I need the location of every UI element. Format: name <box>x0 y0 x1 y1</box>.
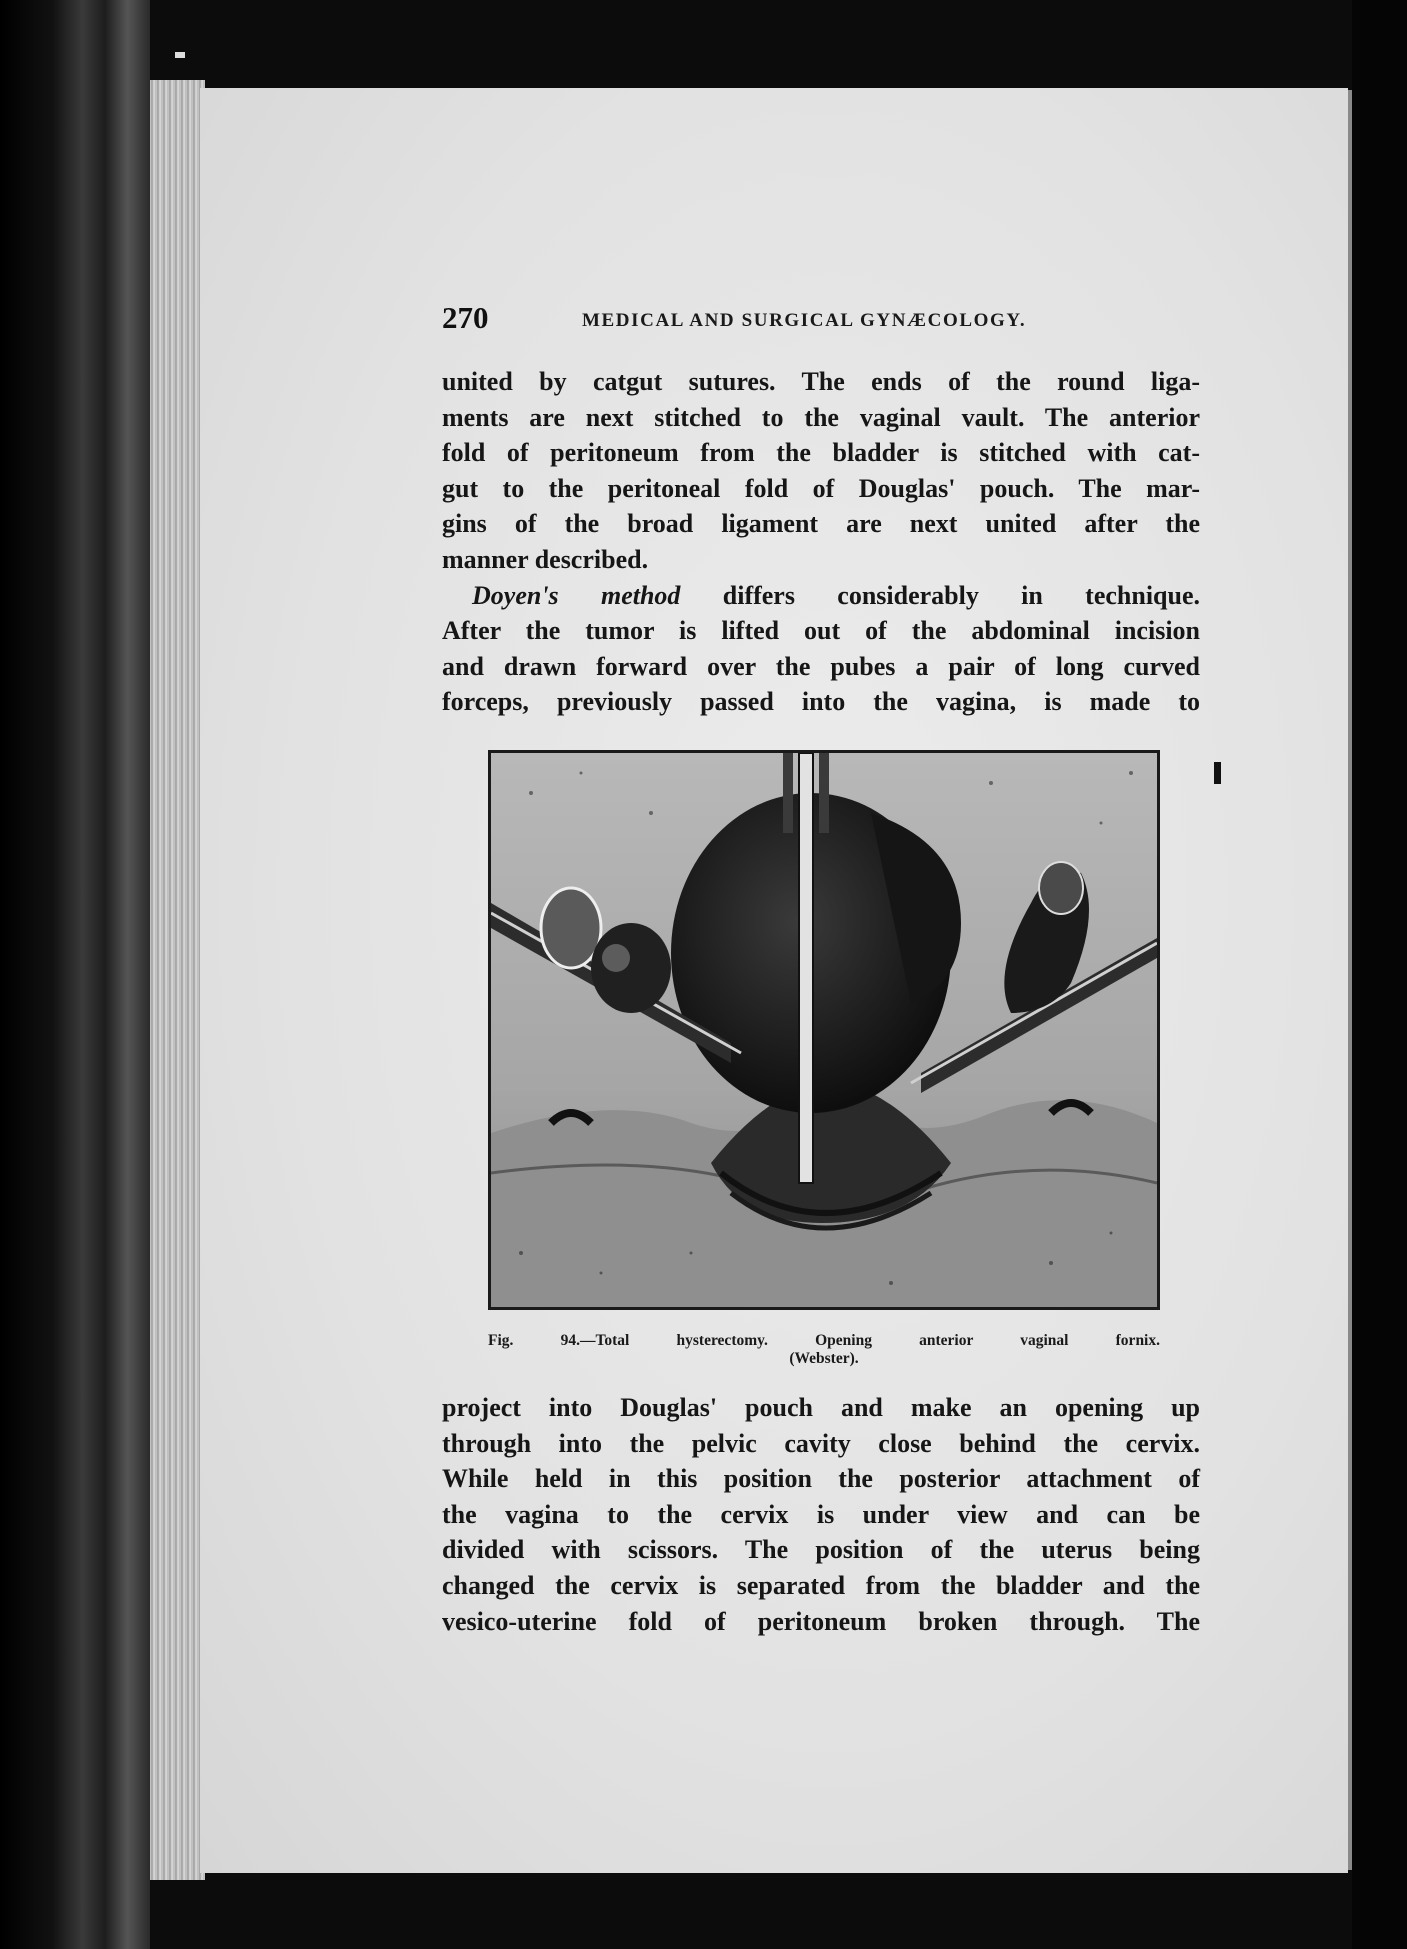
text-block-bottom <box>442 1390 1200 1639</box>
text-line: changed the cervix is separated from the bladder and the <box>442 1570 1200 1600</box>
figure-caption <box>488 1332 1160 1368</box>
paragraph-1 <box>442 364 1200 578</box>
right-margin-shadow <box>1352 0 1407 1949</box>
running-head-title: MEDICAL AND SURGICAL GYNÆCOLOGY. <box>582 310 1027 331</box>
text-line: and drawn forward over the pubes a pair of long curved <box>442 651 1200 681</box>
figure-illustration <box>488 750 1160 1310</box>
caption-credit: (Webster). <box>789 1350 859 1367</box>
text-line: vesico-uterine fold of peritoneum broken through. The <box>442 1606 1200 1636</box>
line-rest: differs considerably in technique. <box>680 580 1201 610</box>
caption-line: Fig. 94.—Total hysterectomy. Opening anterior vaginal fornix. <box>488 1332 1160 1349</box>
text-line: gins of the broad ligament are next united after the <box>442 509 1200 539</box>
hysterectomy-illustration <box>491 753 1157 1307</box>
text-block-top <box>442 364 1200 720</box>
text-line: After the tumor is lifted out of the abdominal incision <box>442 616 1200 646</box>
text-line: divided with scissors. The position of the uterus being <box>442 1535 1200 1565</box>
text-line <box>442 578 1200 614</box>
text-line: through into the pelvic cavity close behind the cervix. <box>442 1428 1200 1458</box>
corner-mark <box>175 52 185 58</box>
page-edges <box>150 80 205 1880</box>
margin-mark <box>1214 762 1221 784</box>
book-binding-shadow <box>0 0 150 1949</box>
text-line: manner described. <box>442 544 649 574</box>
running-head <box>442 300 1200 340</box>
paragraph-2 <box>442 578 1200 720</box>
text-line: ments are next stitched to the vaginal vault. The anterior <box>442 402 1200 432</box>
page-number: 270 <box>442 300 489 335</box>
text-line: fold of peritoneum from the bladder is stitched with cat- <box>442 438 1200 468</box>
text-line: forceps, previously passed into the vagina, is made to <box>442 687 1200 717</box>
italic-lead: Doyen's method <box>472 580 681 610</box>
text-line: project into Douglas' pouch and make an opening up <box>442 1393 1200 1422</box>
paragraph-3 <box>442 1390 1200 1639</box>
text-line: gut to the peritoneal fold of Douglas' pouch. The mar- <box>442 473 1200 503</box>
text-line: united by catgut sutures. The ends of the round liga- <box>442 367 1200 396</box>
right-page-edge <box>1348 90 1352 1870</box>
text-line: While held in this position the posterior attachment of <box>442 1464 1200 1494</box>
text-line: the vagina to the cervix is under view and can be <box>442 1499 1200 1529</box>
